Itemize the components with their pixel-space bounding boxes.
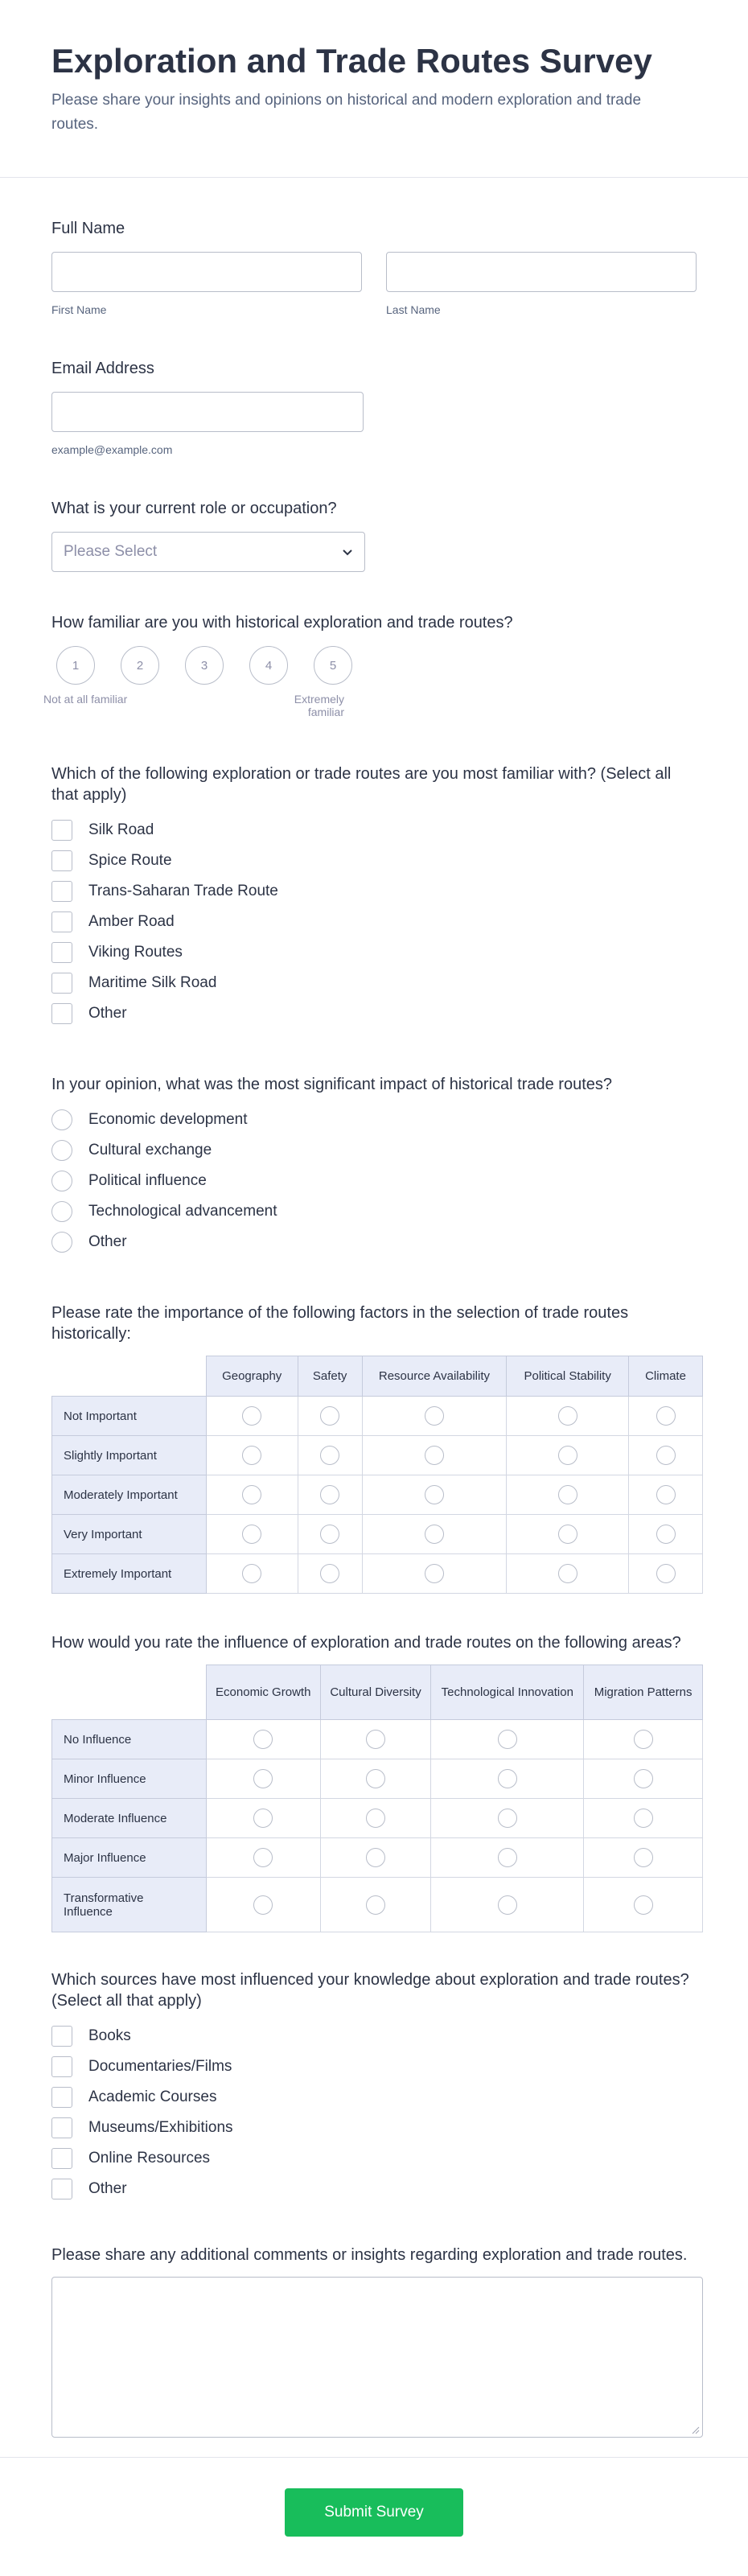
checkbox[interactable] [51,1003,72,1024]
email-label: Email Address [51,360,154,377]
column-header: Resource Availability [362,1356,507,1397]
checkbox[interactable] [51,911,72,932]
form-header [0,0,748,178]
column-header: Cultural Diversity [320,1665,431,1720]
resize-handle-icon[interactable] [692,2426,700,2434]
checkbox[interactable] [51,2087,72,2108]
column-header: Economic Growth [206,1665,320,1720]
matrix-radio[interactable] [634,1769,653,1788]
checkbox[interactable] [51,2117,72,2138]
comments-label: Please share any additional comments or insights regarding exploration and trade routes. [51,2246,688,2264]
chevron-down-icon [342,546,353,558]
page-subtitle: Please share your insights and opinions on historical and modern exploration and trade routes. [51,92,642,133]
matrix-radio[interactable] [425,1564,444,1583]
row-header: Major Influence [52,1838,207,1878]
matrix-radio[interactable] [425,1406,444,1426]
route-option[interactable] [51,846,697,876]
option-label: Online Resources [88,2150,211,2167]
impact-question [51,1074,697,1257]
radio[interactable] [51,1140,72,1161]
row-header: Moderately Important [52,1475,207,1515]
option-label: Political influence [88,1172,207,1189]
matrix-row [52,1878,703,1932]
source-option[interactable] [51,2143,697,2174]
matrix-radio[interactable] [320,1406,339,1426]
row-header: Slightly Important [52,1436,207,1475]
option-label: Other [88,1233,127,1250]
scale-option-3[interactable]: 3 [185,646,224,685]
matrix-radio[interactable] [656,1446,676,1465]
column-header: Climate [629,1356,703,1397]
comments-question [51,2245,697,2438]
matrix-radio[interactable] [242,1564,261,1583]
matrix-radio[interactable] [498,1809,517,1828]
matrix-row [52,1838,703,1878]
sources-label: Which sources have most influenced your knowledge about exploration and trade routes? (Select all that apply) [51,1971,689,2010]
matrix-radio[interactable] [634,1895,653,1915]
option-label: Cultural exchange [88,1142,212,1158]
matrix-radio[interactable] [366,1769,385,1788]
impact-option[interactable] [51,1105,697,1135]
matrix-radio[interactable] [634,1809,653,1828]
checkbox[interactable] [51,850,72,871]
first-name-sublabel: First Name [51,303,107,316]
radio[interactable] [51,1109,72,1130]
impact-option[interactable] [51,1227,697,1257]
influence-matrix [51,1665,703,1932]
route-option[interactable] [51,876,697,907]
matrix-radio[interactable] [366,1848,385,1867]
radio[interactable] [51,1201,72,1222]
route-option[interactable] [51,815,697,846]
scale-low-label: Not at all familiar [43,693,128,706]
matrix-row [52,1720,703,1759]
full-name-question [51,218,697,316]
matrix-radio[interactable] [253,1848,273,1867]
matrix-radio[interactable] [558,1446,577,1465]
checkbox[interactable] [51,2148,72,2169]
matrix-row [52,1554,703,1594]
row-header: Transformative Influence [52,1878,207,1932]
row-header: No Influence [52,1720,207,1759]
matrix-radio[interactable] [253,1730,273,1749]
row-header: Extremely Important [52,1554,207,1594]
impact-option[interactable] [51,1166,697,1196]
matrix-corner [52,1356,207,1397]
matrix-radio[interactable] [425,1446,444,1465]
last-name-sublabel: Last Name [386,303,441,316]
routes-question [51,763,697,1029]
matrix-radio[interactable] [656,1564,676,1583]
matrix-radio[interactable] [656,1485,676,1504]
option-label: Silk Road [88,821,154,838]
scale-option-5[interactable]: 5 [314,646,352,685]
matrix-row [52,1436,703,1475]
column-header: Technological Innovation [431,1665,584,1720]
scale-option-1[interactable]: 1 [56,646,95,685]
radio[interactable] [51,1171,72,1191]
route-option[interactable] [51,968,697,998]
role-select[interactable] [51,532,365,572]
scale-option-4[interactable]: 4 [249,646,288,685]
row-header: Not Important [52,1397,207,1436]
checkbox[interactable] [51,2179,72,2199]
matrix-radio[interactable] [320,1485,339,1504]
column-header: Geography [206,1356,298,1397]
checkbox[interactable] [51,2056,72,2077]
source-option[interactable] [51,2021,697,2051]
matrix-row [52,1475,703,1515]
row-header: Minor Influence [52,1759,207,1799]
full-name-label: Full Name [51,220,125,237]
option-label: Other [88,2180,127,2197]
matrix-radio[interactable] [242,1485,261,1504]
matrix-radio[interactable] [634,1848,653,1867]
matrix-radio[interactable] [366,1809,385,1828]
checkbox[interactable] [51,881,72,902]
matrix-radio[interactable] [498,1769,517,1788]
option-label: Books [88,2027,131,2044]
matrix-radio[interactable] [656,1406,676,1426]
option-label: Economic development [88,1111,248,1128]
option-label: Maritime Silk Road [88,974,217,991]
form-body [0,218,748,2438]
role-select-placeholder: Please Select [64,543,158,560]
matrix-radio[interactable] [425,1485,444,1504]
impact-label: In your opinion, what was the most significant impact of historical trade routes? [51,1076,613,1093]
source-option[interactable] [51,2113,697,2143]
familiarity-scale [43,646,697,685]
option-label: Amber Road [88,913,175,930]
option-label: Technological advancement [88,1203,277,1220]
matrix-radio[interactable] [558,1564,577,1583]
matrix-row [52,1799,703,1838]
matrix-radio[interactable] [253,1769,273,1788]
matrix-radio[interactable] [498,1895,517,1915]
matrix-radio[interactable] [320,1446,339,1465]
matrix-radio[interactable] [425,1525,444,1544]
first-name-input[interactable] [51,252,362,292]
matrix-corner [52,1665,207,1720]
email-sublabel: example@example.com [51,443,173,456]
row-header: Moderate Influence [52,1799,207,1838]
matrix-radio[interactable] [242,1446,261,1465]
last-name-input[interactable] [386,252,697,292]
email-input[interactable] [51,392,364,432]
option-label: Spice Route [88,852,172,869]
option-label: Museums/Exhibitions [88,2119,233,2136]
email-question [51,358,697,456]
matrix-radio[interactable] [320,1564,339,1583]
submit-button[interactable]: Submit Survey [285,2488,463,2537]
source-option[interactable] [51,2051,697,2082]
matrix-radio[interactable] [320,1525,339,1544]
column-header: Safety [298,1356,362,1397]
column-header: Migration Patterns [584,1665,703,1720]
form-footer [0,2457,748,2576]
option-label: Academic Courses [88,2088,217,2105]
checkbox[interactable] [51,973,72,994]
matrix-radio[interactable] [558,1406,577,1426]
matrix-radio[interactable] [634,1730,653,1749]
matrix-radio[interactable] [253,1895,273,1915]
sources-question [51,1969,697,2204]
route-option[interactable] [51,998,697,1029]
role-label: What is your current role or occupation? [51,500,337,517]
factors-question [51,1302,697,1594]
matrix-radio[interactable] [498,1730,517,1749]
page-title: Exploration and Trade Routes Survey [51,42,652,80]
factors-label: Please rate the importance of the following factors in the selection of trade routes historically: [51,1304,629,1343]
source-option[interactable] [51,2082,697,2113]
column-header: Political Stability [507,1356,629,1397]
familiarity-label: How familiar are you with historical exploration and trade routes? [51,614,513,632]
matrix-radio[interactable] [656,1525,676,1544]
routes-label: Which of the following exploration or trade routes are you most familiar with? (Select all that apply) [51,765,672,804]
option-label: Viking Routes [88,944,183,961]
matrix-row [52,1515,703,1554]
impact-option[interactable] [51,1135,697,1166]
route-option[interactable] [51,907,697,937]
option-label: Trans-Saharan Trade Route [88,883,278,899]
option-label: Other [88,1005,127,1022]
matrix-radio[interactable] [366,1895,385,1915]
role-question [51,498,697,572]
matrix-row [52,1397,703,1436]
matrix-radio[interactable] [242,1406,261,1426]
matrix-radio[interactable] [242,1525,261,1544]
comments-textarea[interactable] [51,2277,703,2438]
influence-question [51,1632,697,1932]
matrix-radio[interactable] [253,1809,273,1828]
checkbox[interactable] [51,820,72,841]
checkbox[interactable] [51,942,72,963]
route-option[interactable] [51,937,697,968]
option-label: Documentaries/Films [88,2058,232,2075]
scale-option-2[interactable]: 2 [121,646,159,685]
matrix-radio[interactable] [498,1848,517,1867]
row-header: Very Important [52,1515,207,1554]
scale-legend [43,693,344,718]
matrix-radio[interactable] [558,1525,577,1544]
factors-matrix [51,1356,703,1594]
scale-high-label: Extremely familiar [294,693,344,718]
matrix-row [52,1759,703,1799]
impact-option[interactable] [51,1196,697,1227]
matrix-radio[interactable] [366,1730,385,1749]
checkbox[interactable] [51,2026,72,2047]
influence-label: How would you rate the influence of exploration and trade routes on the following areas? [51,1634,681,1652]
source-option[interactable] [51,2174,697,2204]
radio[interactable] [51,1232,72,1253]
matrix-radio[interactable] [558,1485,577,1504]
familiarity-question [43,612,697,718]
